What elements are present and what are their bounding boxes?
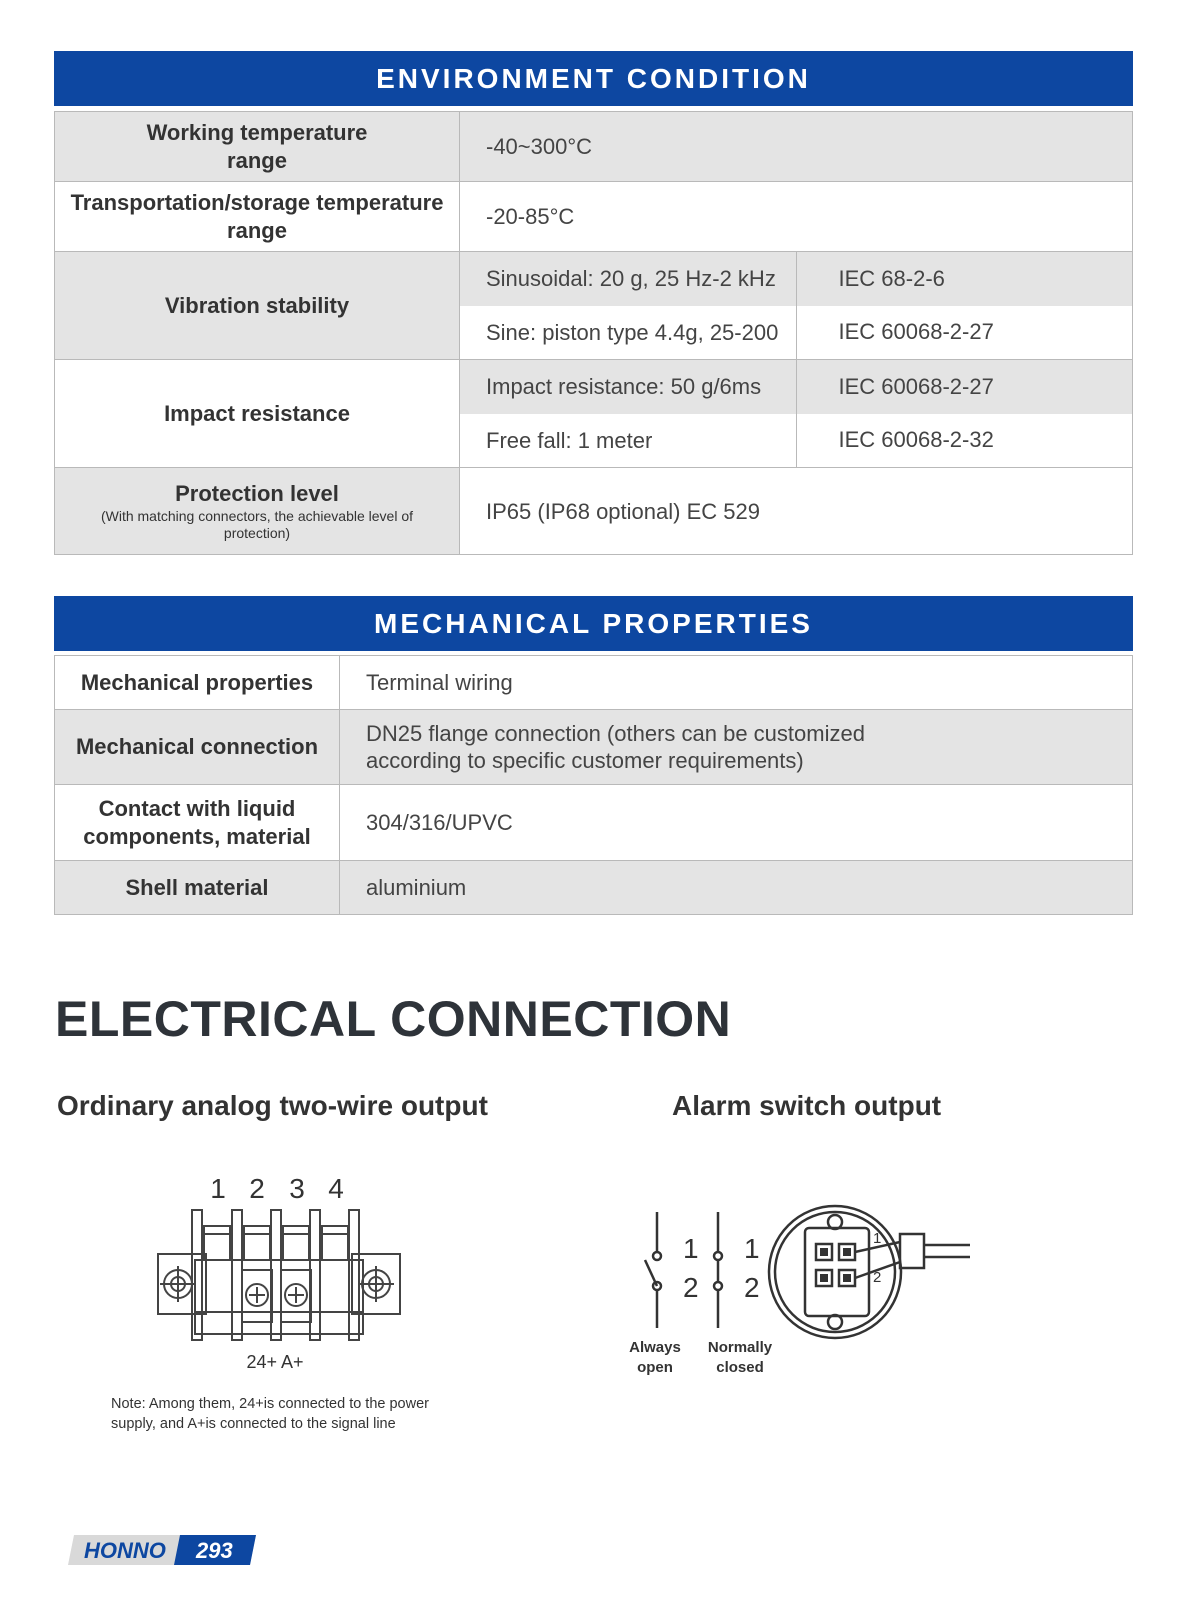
vibration-standard-2: IEC 60068-2-27 bbox=[796, 306, 1133, 360]
protection-note: (With matching connectors, the achievable level of protection) bbox=[100, 508, 414, 541]
terminal-number-1: 1 bbox=[210, 1173, 226, 1204]
terminal-number-2: 2 bbox=[249, 1173, 265, 1204]
table-row bbox=[55, 785, 1133, 861]
table-row bbox=[55, 182, 1133, 252]
mech-properties-label: Mechanical properties bbox=[55, 656, 340, 710]
normally-closed-number-1: 1 bbox=[744, 1233, 760, 1264]
mechanical-section-title: MECHANICAL PROPERTIES bbox=[374, 607, 813, 639]
table-row bbox=[55, 252, 1133, 306]
mech-properties-value: Terminal wiring bbox=[340, 656, 1133, 710]
impact-value-1: Impact resistance: 50 g/6ms bbox=[460, 360, 797, 414]
working-temp-label: Working temperature range bbox=[55, 112, 460, 182]
terminal-block-diagram bbox=[150, 1170, 420, 1375]
vibration-value-1: Sinusoidal: 20 g, 25 Hz-2 kHz bbox=[460, 252, 797, 306]
shell-material-value: aluminium bbox=[340, 861, 1133, 915]
working-temp-value: -40~300°C bbox=[460, 112, 1133, 182]
environment-section-header bbox=[54, 51, 1133, 106]
table-row bbox=[55, 861, 1133, 915]
vibration-value-2: Sine: piston type 4.4g, 25-200 bbox=[460, 306, 797, 360]
vibration-label: Vibration stability bbox=[55, 252, 460, 360]
table-row bbox=[55, 656, 1133, 710]
table-row bbox=[55, 360, 1133, 414]
footer-brand: HONNO bbox=[84, 1538, 166, 1563]
impact-value-2: Free fall: 1 meter bbox=[460, 414, 797, 468]
mechanical-table bbox=[54, 655, 1133, 915]
liquid-contact-label: Contact with liquid components, material bbox=[55, 785, 340, 861]
liquid-contact-value: 304/316/UPVC bbox=[340, 785, 1133, 861]
environment-table bbox=[54, 111, 1133, 555]
transport-temp-label: Transportation/storage temperature range bbox=[55, 182, 460, 252]
alarm-output-title: Alarm switch output bbox=[672, 1090, 942, 1121]
table-row bbox=[55, 710, 1133, 785]
shell-material-label: Shell material bbox=[55, 861, 340, 915]
footer-badge bbox=[68, 1535, 256, 1565]
table-row bbox=[55, 468, 1133, 555]
mech-connection-value: DN25 flange connection (others can be customized according to specific customer requirements) bbox=[340, 710, 1133, 785]
connector-pin-1: 1 bbox=[873, 1230, 882, 1247]
connector-pin-2: 2 bbox=[873, 1269, 882, 1286]
protection-label-cell bbox=[55, 468, 460, 555]
protection-label: Protection level bbox=[175, 481, 339, 506]
impact-label: Impact resistance bbox=[55, 360, 460, 468]
always-open-number-1: 1 bbox=[683, 1233, 699, 1264]
terminal-number-3: 3 bbox=[289, 1173, 305, 1204]
impact-standard-1: IEC 60068-2-27 bbox=[796, 360, 1133, 414]
mechanical-section-header bbox=[54, 596, 1133, 651]
impact-standard-2: IEC 60068-2-32 bbox=[796, 414, 1133, 468]
terminal-signals-label: 24+ A+ bbox=[246, 1352, 304, 1372]
always-open-number-2: 2 bbox=[683, 1272, 699, 1303]
footer-page-number: 293 bbox=[196, 1538, 233, 1563]
wiring-note: Note: Among them, 24+is connected to the power supply, and A+is connected to the signal line bbox=[111, 1396, 429, 1432]
protection-value: IP65 (IP68 optional) EC 529 bbox=[460, 468, 1133, 555]
normally-closed-label: Normally closed bbox=[707, 1339, 773, 1376]
electrical-title: ELECTRICAL CONNECTION bbox=[55, 991, 732, 1047]
table-row bbox=[55, 112, 1133, 182]
terminal-number-4: 4 bbox=[328, 1173, 344, 1204]
always-open-label: Always open bbox=[629, 1339, 681, 1376]
environment-section-title: ENVIRONMENT CONDITION bbox=[376, 62, 811, 94]
vibration-standard-1: IEC 68-2-6 bbox=[796, 252, 1133, 306]
transport-temp-value: -20-85°C bbox=[460, 182, 1133, 252]
analog-output-title: Ordinary analog two-wire output bbox=[57, 1090, 488, 1121]
normally-closed-number-2: 2 bbox=[744, 1272, 760, 1303]
mech-connection-label: Mechanical connection bbox=[55, 710, 340, 785]
